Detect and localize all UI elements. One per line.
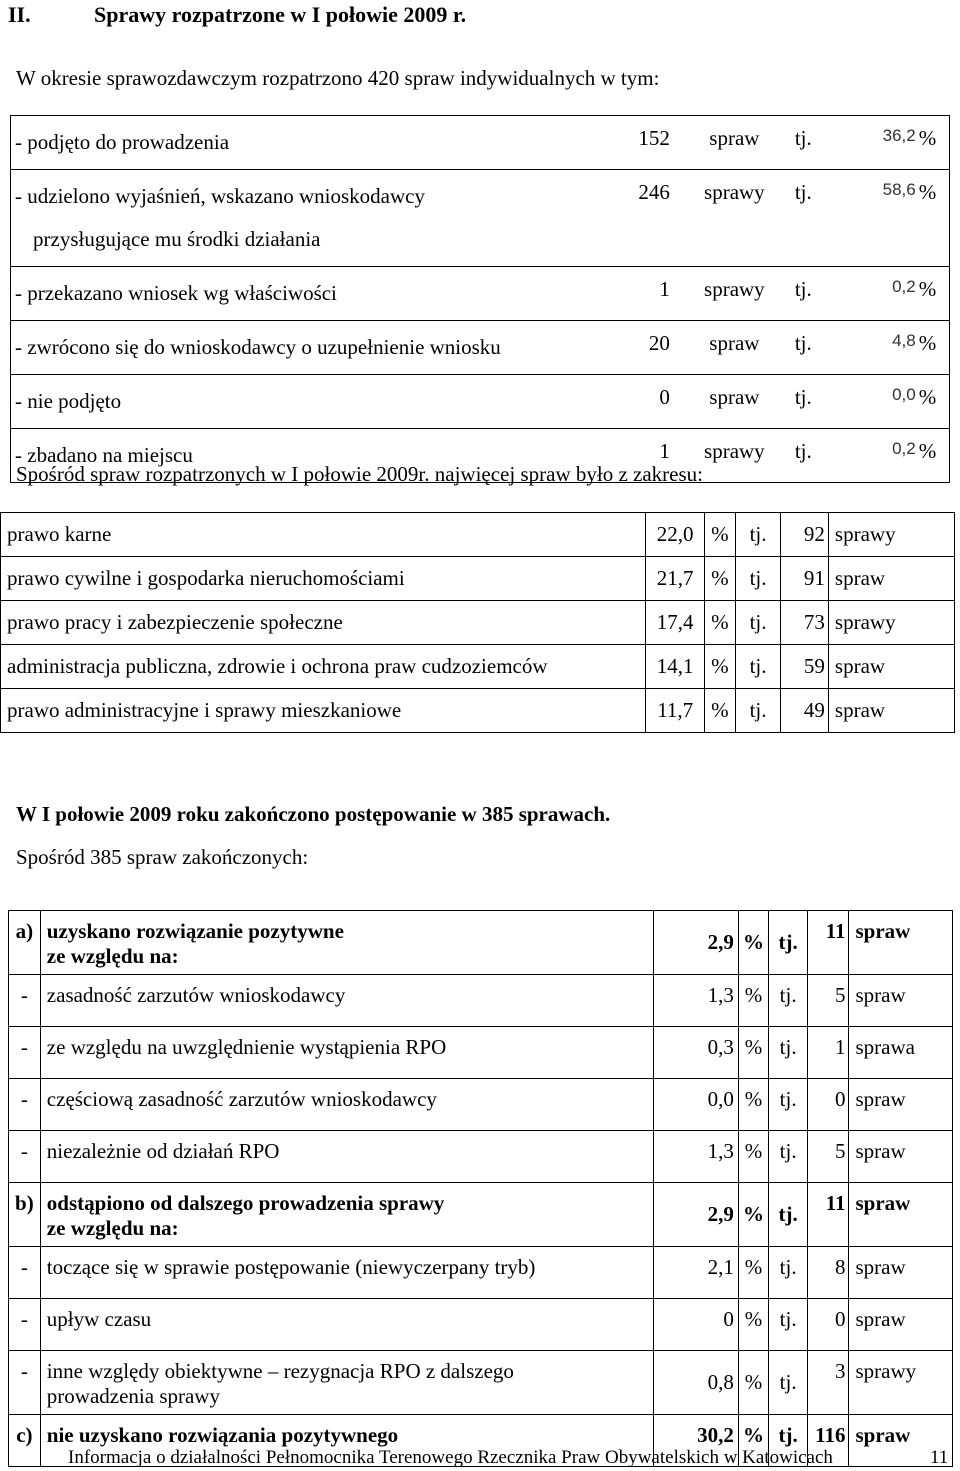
case-label <box>11 267 600 321</box>
case-unit: spraw <box>674 375 795 429</box>
case-pct: 4,8 <box>835 321 916 375</box>
scope-count: 91 <box>781 557 829 601</box>
scope-count: 49 <box>781 689 829 733</box>
outcome-label-line1: odstąpiono od dalszego prowadzenia sprawy <box>46 1191 445 1215</box>
scope-intro: Spośród spraw rozpatrzonych w I połowie 2009r. najwięcej spraw było z zakresu: <box>16 462 703 486</box>
outcome-marker: - <box>9 1027 41 1079</box>
case-pct: 0,2 <box>835 429 916 483</box>
outcome-label-line1: częściową zasadność zarzutów wnioskodawcy <box>46 1087 437 1111</box>
case-unit: spraw <box>674 116 795 170</box>
outcome-label-line1: inne względy obiektywne – rezygnacja RPO z dalszego <box>46 1359 514 1383</box>
outcome-count: 0 <box>808 1079 849 1131</box>
scope-label: prawo pracy i zabezpieczenie społeczne <box>1 601 646 645</box>
case-row <box>11 170 950 267</box>
scope-pct: 22,0 <box>646 513 705 557</box>
closed-heading: W I połowie 2009 roku zakończono postępowanie w 385 sprawach. <box>16 802 611 826</box>
page-number: 11 <box>930 1447 949 1468</box>
outcome-label <box>40 1351 653 1415</box>
outcome-marker: c) <box>9 1415 41 1467</box>
case-count: 20 <box>599 321 674 375</box>
outcome-label-line2: ze względu na: <box>46 1216 179 1240</box>
scope-label: administracja publiczna, zdrowie i ochrona praw cudzoziemców <box>1 645 646 689</box>
outcome-label <box>40 1183 653 1247</box>
scope-pct: 17,4 <box>646 601 705 645</box>
scope-row <box>1 645 955 689</box>
outcome-label-line1: upływ czasu <box>46 1307 152 1331</box>
outcome-label-line1: uzyskano rozwiązanie pozytywne <box>46 919 344 943</box>
scope-tj: tj. <box>735 513 781 557</box>
case-tj: tj. <box>795 321 835 375</box>
case-label-line1: - zbadano na miejscu <box>15 443 193 467</box>
case-percent-sign: % <box>916 429 950 483</box>
case-label-line1: - nie podjęto <box>15 389 122 413</box>
scope-row <box>1 513 955 557</box>
case-label <box>11 170 600 267</box>
outcome-pct: 30,2 <box>654 1415 739 1467</box>
scope-table <box>0 512 955 733</box>
outcome-label <box>40 1079 653 1131</box>
outcome-pct: 2,9 <box>654 1183 739 1247</box>
case-row <box>11 321 950 375</box>
scope-tj: tj. <box>735 689 781 733</box>
outcome-row <box>9 1183 953 1247</box>
scope-label: prawo cywilne i gospodarka nieruchomościami <box>1 557 646 601</box>
outcome-tj: tj. <box>769 1079 808 1131</box>
closed-intro: Spośród 385 spraw zakończonych: <box>16 845 309 869</box>
scope-percent-sign: % <box>705 513 736 557</box>
outcome-label <box>40 1299 653 1351</box>
outcome-label-line1: ze względu na uwzględnienie wystąpienia RPO <box>46 1035 447 1059</box>
scope-unit: sprawy <box>828 513 954 557</box>
outcome-label-line1: toczące się w sprawie postępowanie (niewyczerpany tryb) <box>46 1255 536 1279</box>
case-count: 152 <box>599 116 674 170</box>
outcome-unit: spraw <box>849 1415 953 1467</box>
outcome-percent-sign: % <box>738 1351 768 1415</box>
outcome-tj: tj. <box>769 1351 808 1415</box>
case-unit: sprawy <box>674 170 795 267</box>
outcome-unit: spraw <box>849 911 953 975</box>
scope-percent-sign: % <box>705 689 736 733</box>
outcome-pct: 2,1 <box>654 1247 739 1299</box>
case-tj: tj. <box>795 429 835 483</box>
case-pct: 36,2 <box>835 116 916 170</box>
outcome-label-line2: ze względu na: <box>46 944 179 968</box>
outcome-row <box>9 1079 953 1131</box>
case-label <box>11 116 600 170</box>
outcome-pct: 0,3 <box>654 1027 739 1079</box>
scope-tj: tj. <box>735 645 781 689</box>
outcome-marker: - <box>9 1079 41 1131</box>
outcome-unit: sprawy <box>849 1351 953 1415</box>
outcome-percent-sign: % <box>738 1183 768 1247</box>
scope-count: 73 <box>781 601 829 645</box>
outcome-count: 5 <box>808 975 849 1027</box>
outcome-row <box>9 1351 953 1415</box>
scope-count: 92 <box>781 513 829 557</box>
scope-pct: 14,1 <box>646 645 705 689</box>
outcome-percent-sign: % <box>738 1079 768 1131</box>
cases-table <box>10 115 950 483</box>
outcome-unit: sprawa <box>849 1027 953 1079</box>
outcomes-table <box>8 910 953 1467</box>
outcome-pct: 1,3 <box>654 975 739 1027</box>
outcome-tj: tj. <box>769 1027 808 1079</box>
case-tj: tj. <box>795 170 835 267</box>
case-pct: 0,2 <box>835 267 916 321</box>
footer-text: Informacja o działalności Pełnomocnika Terenowego Rzecznika Praw Obywatelskich w Katowicach <box>68 1447 833 1468</box>
outcome-count: 5 <box>808 1131 849 1183</box>
scope-unit: spraw <box>828 645 954 689</box>
outcome-count: 11 <box>808 911 849 975</box>
outcome-percent-sign: % <box>738 911 768 975</box>
case-label-line1: - udzielono wyjaśnień, wskazano wnioskodawcy <box>15 184 425 208</box>
case-percent-sign: % <box>916 267 950 321</box>
case-label-line1: - przekazano wniosek wg właściwości <box>15 281 337 305</box>
outcome-label-line1: niezależnie od działań RPO <box>46 1139 280 1163</box>
outcome-marker: - <box>9 1299 41 1351</box>
scope-tj: tj. <box>735 601 781 645</box>
outcome-count: 3 <box>808 1351 849 1415</box>
outcome-pct: 0,8 <box>654 1351 739 1415</box>
case-percent-sign: % <box>916 321 950 375</box>
case-row <box>11 375 950 429</box>
case-row <box>11 116 950 170</box>
outcome-unit: spraw <box>849 1131 953 1183</box>
case-percent-sign: % <box>916 375 950 429</box>
outcome-label <box>40 975 653 1027</box>
case-label <box>11 375 600 429</box>
outcome-count: 116 <box>808 1415 849 1467</box>
scope-label: prawo administracyjne i sprawy mieszkaniowe <box>1 689 646 733</box>
scope-percent-sign: % <box>705 645 736 689</box>
outcome-row <box>9 1247 953 1299</box>
outcome-label-line1: nie uzyskano rozwiązania pozytywnego <box>46 1423 399 1447</box>
outcome-marker: - <box>9 1351 41 1415</box>
outcome-label <box>40 1131 653 1183</box>
case-row <box>11 267 950 321</box>
case-tj: tj. <box>795 267 835 321</box>
case-label-line1: - podjęto do prowadzenia <box>15 130 230 154</box>
section-number: II. <box>8 2 31 27</box>
case-count: 1 <box>599 429 674 483</box>
outcome-percent-sign: % <box>738 1131 768 1183</box>
scope-unit: spraw <box>828 557 954 601</box>
outcome-unit: spraw <box>849 1183 953 1247</box>
outcome-pct: 0,0 <box>654 1079 739 1131</box>
case-count: 1 <box>599 267 674 321</box>
outcome-label <box>40 911 653 975</box>
scope-unit: sprawy <box>828 601 954 645</box>
outcome-unit: spraw <box>849 1299 953 1351</box>
outcome-marker: a) <box>9 911 41 975</box>
case-percent-sign: % <box>916 170 950 267</box>
outcome-row <box>9 1131 953 1183</box>
outcome-label <box>40 1027 653 1079</box>
case-tj: tj. <box>795 375 835 429</box>
section-title: Sprawy rozpatrzone w I połowie 2009 r. <box>94 2 467 27</box>
outcome-marker: - <box>9 1131 41 1183</box>
case-unit: spraw <box>674 321 795 375</box>
outcome-label-line2: prowadzenia sprawy <box>46 1384 220 1408</box>
scope-row <box>1 601 955 645</box>
outcome-pct: 0 <box>654 1299 739 1351</box>
outcome-row <box>9 911 953 975</box>
outcome-pct: 2,9 <box>654 911 739 975</box>
outcome-count: 0 <box>808 1299 849 1351</box>
scope-row <box>1 557 955 601</box>
case-label-line1: - zwrócono się do wnioskodawcy o uzupełnienie wniosku <box>15 335 501 359</box>
case-label <box>11 321 600 375</box>
case-unit: sprawy <box>674 429 795 483</box>
outcome-unit: spraw <box>849 1247 953 1299</box>
outcome-row <box>9 1027 953 1079</box>
outcome-label-line1: zasadność zarzutów wnioskodawcy <box>46 983 346 1007</box>
outcome-tj: tj. <box>769 1131 808 1183</box>
scope-unit: spraw <box>828 689 954 733</box>
outcome-percent-sign: % <box>738 1415 768 1467</box>
scope-row <box>1 689 955 733</box>
case-pct: 0,0 <box>835 375 916 429</box>
outcome-tj: tj. <box>769 1183 808 1247</box>
outcome-tj: tj. <box>769 1247 808 1299</box>
outcome-percent-sign: % <box>738 975 768 1027</box>
case-tj: tj. <box>795 116 835 170</box>
outcome-unit: spraw <box>849 1079 953 1131</box>
outcome-tj: tj. <box>769 1299 808 1351</box>
scope-percent-sign: % <box>705 557 736 601</box>
scope-pct: 11,7 <box>646 689 705 733</box>
scope-label: prawo karne <box>1 513 646 557</box>
outcome-pct: 1,3 <box>654 1131 739 1183</box>
outcome-marker: b) <box>9 1183 41 1247</box>
intro-text: W okresie sprawozdawczym rozpatrzono 420 spraw indywidualnych w tym: <box>16 66 660 90</box>
outcome-count: 8 <box>808 1247 849 1299</box>
outcome-percent-sign: % <box>738 1247 768 1299</box>
outcome-count: 1 <box>808 1027 849 1079</box>
case-count: 0 <box>599 375 674 429</box>
case-pct: 58,6 <box>835 170 916 267</box>
outcome-percent-sign: % <box>738 1027 768 1079</box>
scope-percent-sign: % <box>705 601 736 645</box>
outcome-label <box>40 1247 653 1299</box>
outcome-unit: spraw <box>849 975 953 1027</box>
scope-pct: 21,7 <box>646 557 705 601</box>
case-percent-sign: % <box>916 116 950 170</box>
scope-tj: tj. <box>735 557 781 601</box>
case-count: 246 <box>599 170 674 267</box>
outcome-tj: tj. <box>769 911 808 975</box>
outcome-tj: tj. <box>769 1415 808 1467</box>
outcome-marker: - <box>9 975 41 1027</box>
outcome-row <box>9 975 953 1027</box>
outcome-marker: - <box>9 1247 41 1299</box>
outcome-percent-sign: % <box>738 1299 768 1351</box>
case-label-line2: przysługujące mu środki działania <box>33 227 321 251</box>
outcome-tj: tj. <box>769 975 808 1027</box>
outcome-count: 11 <box>808 1183 849 1247</box>
case-unit: sprawy <box>674 267 795 321</box>
scope-count: 59 <box>781 645 829 689</box>
outcome-row <box>9 1299 953 1351</box>
